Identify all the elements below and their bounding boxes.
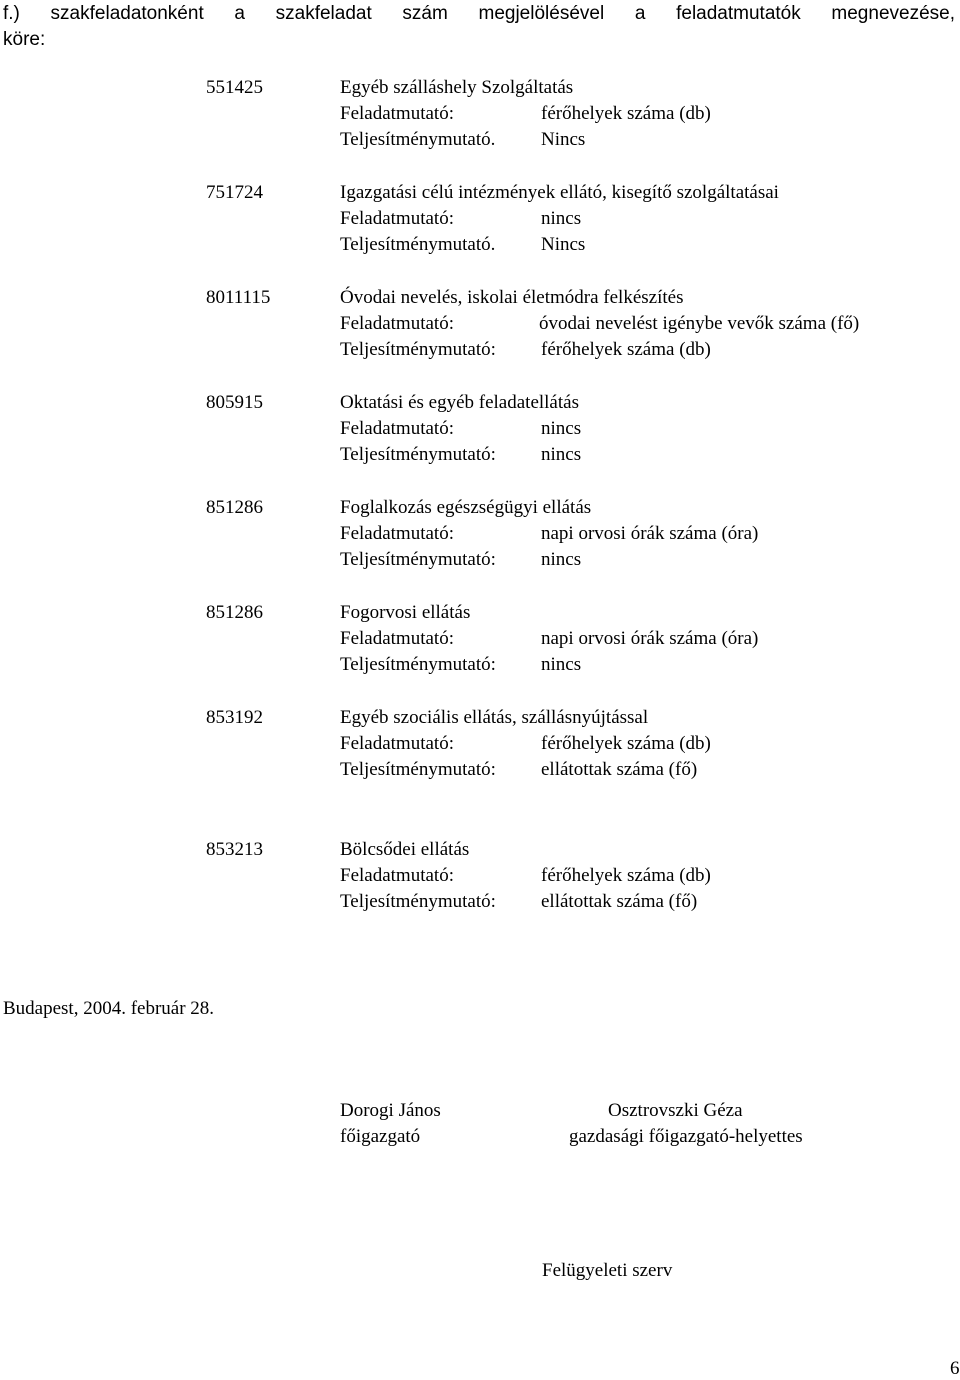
teljesitmenymutato-label: Teljesítménymutató.: [340, 234, 496, 255]
teljesitmenymutato-label: Teljesítménymutató:: [340, 654, 496, 675]
feladatmutato-value: nincs: [541, 208, 582, 229]
feladatmutato-label: Feladatmutató:: [340, 313, 454, 334]
feladatmutato-label: Feladatmutató:: [340, 628, 454, 649]
task-code: 851286: [206, 497, 263, 518]
task-title: Egyéb szociális ellátás, szállásnyújtással: [340, 707, 649, 728]
task-title: Foglalkozás egészségügyi ellátás: [340, 497, 592, 518]
feladatmutato-label: Feladatmutató:: [340, 103, 454, 124]
task-title: Bölcsődei ellátás: [340, 839, 470, 860]
task-code: 751724: [206, 182, 263, 203]
signature-left-role: főigazgató: [340, 1126, 421, 1147]
teljesitmenymutato-label: Teljesítménymutató:: [340, 549, 496, 570]
task-title: Igazgatási célú intézmények ellátó, kisegítő szolgáltatásai: [340, 182, 779, 203]
teljesitmenymutato-value: nincs: [541, 444, 582, 465]
task-code: 805915: [206, 392, 263, 413]
supervisor-label: Felügyeleti szerv: [542, 1260, 673, 1281]
teljesitmenymutato-label: Teljesítménymutató:: [340, 891, 496, 912]
feladatmutato-label: Feladatmutató:: [340, 865, 454, 886]
task-title: Fogorvosi ellátás: [340, 602, 471, 623]
task-code: 851286: [206, 602, 263, 623]
section-heading-line-1: f.) szakfeladatonként a szakfeladat szám megjelölésével a feladatmutatók megnevezése,: [3, 3, 955, 24]
teljesitmenymutato-value: ellátottak száma (fő): [541, 891, 698, 912]
teljesitmenymutato-value: nincs: [541, 549, 582, 570]
signature-right-role: gazdasági főigazgató-helyettes: [569, 1126, 803, 1147]
page-number: 6: [950, 1358, 960, 1379]
teljesitmenymutato-label: Teljesítménymutató:: [340, 759, 496, 780]
feladatmutato-value: napi orvosi órák száma (óra): [541, 523, 759, 544]
task-code: 853192: [206, 707, 263, 728]
signature-left-name: Dorogi János: [340, 1100, 441, 1121]
task-title: Óvodai nevelés, iskolai életmódra felkészítés: [340, 287, 684, 308]
teljesitmenymutato-label: Teljesítménymutató.: [340, 129, 496, 150]
task-code: 853213: [206, 839, 263, 860]
signature-right-name: Osztrovszki Géza: [608, 1100, 743, 1121]
teljesitmenymutato-value: nincs: [541, 654, 582, 675]
task-title: Oktatási és egyéb feladatellátás: [340, 392, 579, 413]
feladatmutato-label: Feladatmutató:: [340, 733, 454, 754]
teljesitmenymutato-value: férőhelyek száma (db): [541, 339, 711, 360]
task-code: 8011115: [206, 287, 271, 308]
feladatmutato-label: Feladatmutató:: [340, 208, 454, 229]
teljesitmenymutato-value: Nincs: [541, 129, 586, 150]
feladatmutato-label: Feladatmutató:: [340, 523, 454, 544]
task-title: Egyéb szálláshely Szolgáltatás: [340, 77, 574, 98]
task-code: 551425: [206, 77, 263, 98]
section-heading-line-2: köre:: [3, 29, 46, 50]
feladatmutato-value: óvodai nevelést igénybe vevők száma (fő): [539, 313, 860, 334]
section-heading: [3, 1, 955, 53]
teljesitmenymutato-label: Teljesítménymutató:: [340, 444, 496, 465]
teljesitmenymutato-label: Teljesítménymutató:: [340, 339, 496, 360]
feladatmutato-value: férőhelyek száma (db): [541, 865, 711, 886]
feladatmutato-value: férőhelyek száma (db): [541, 103, 711, 124]
feladatmutato-value: napi orvosi órák száma (óra): [541, 628, 759, 649]
feladatmutato-label: Feladatmutató:: [340, 418, 454, 439]
teljesitmenymutato-value: ellátottak száma (fő): [541, 759, 698, 780]
feladatmutato-value: nincs: [541, 418, 582, 439]
place-and-date: Budapest, 2004. február 28.: [3, 998, 215, 1019]
teljesitmenymutato-value: Nincs: [541, 234, 586, 255]
feladatmutato-value: férőhelyek száma (db): [541, 733, 711, 754]
